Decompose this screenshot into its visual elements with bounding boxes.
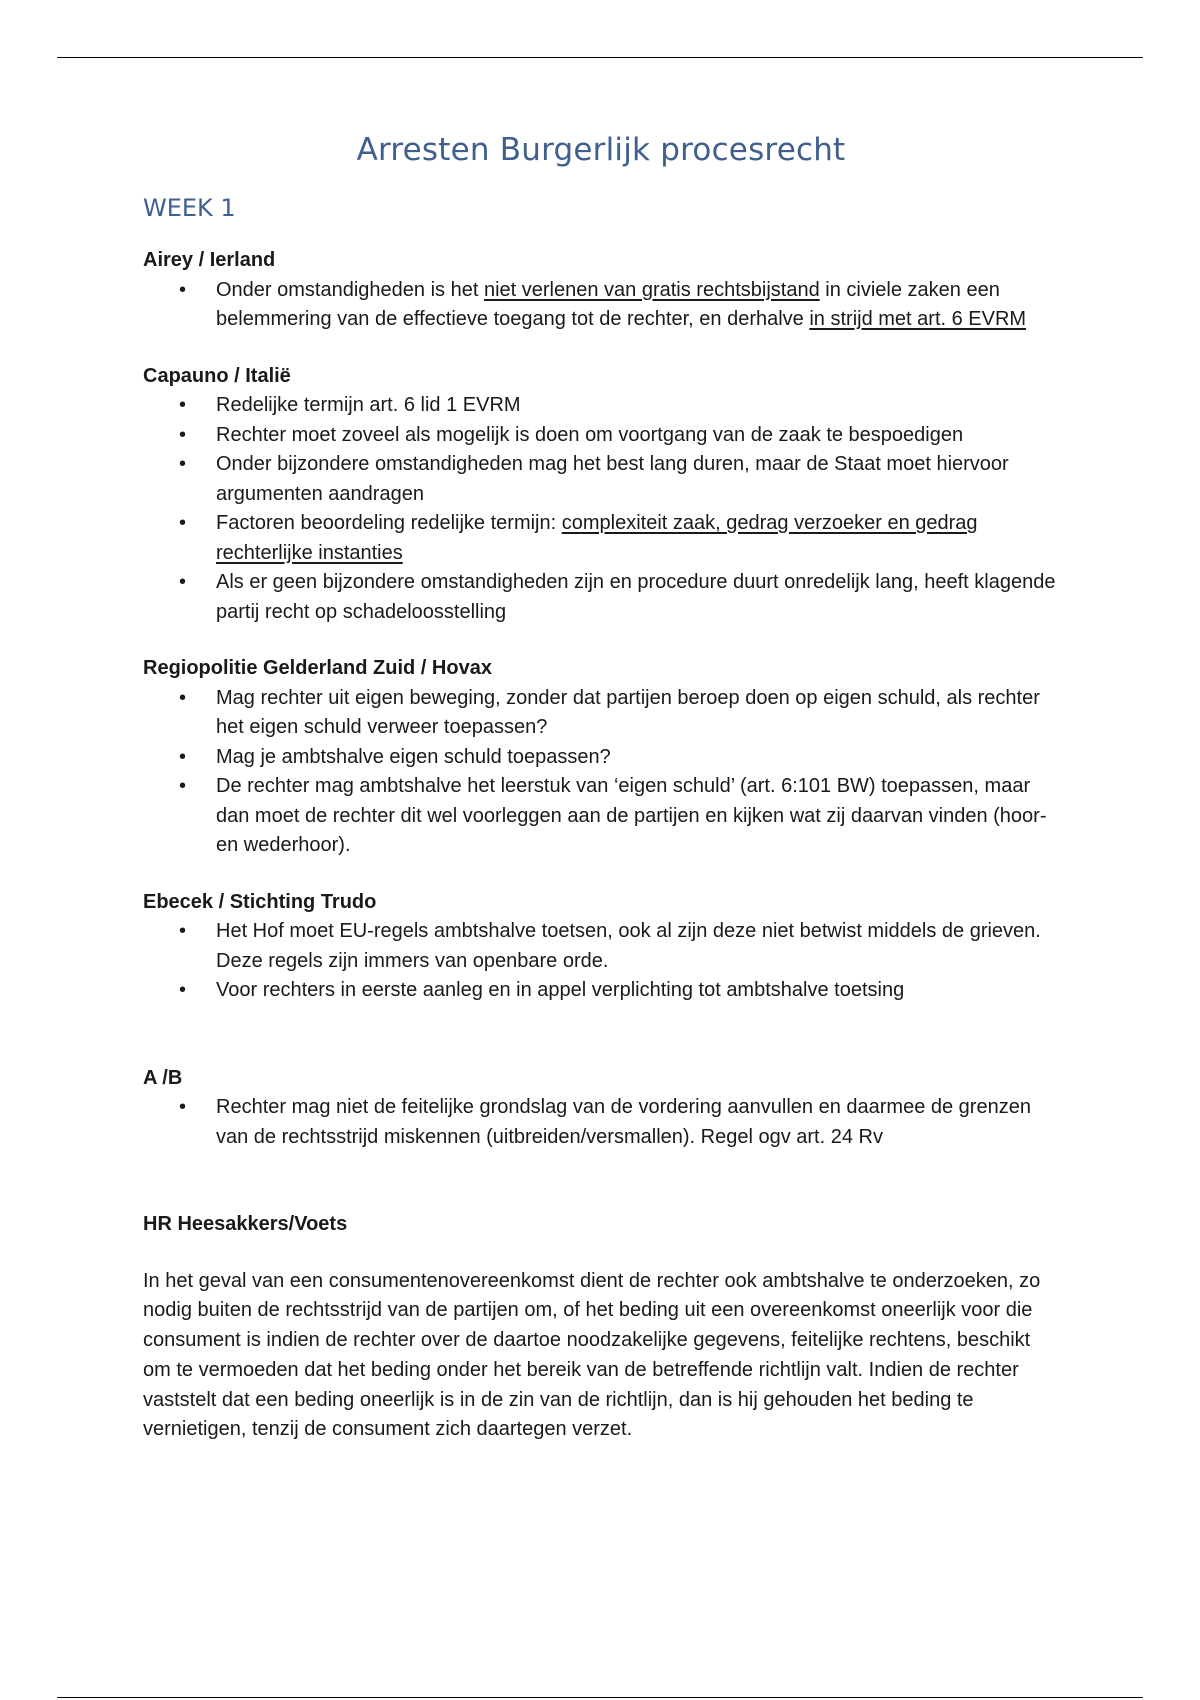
underlined-text: niet verlenen van gratis rechtsbijstand xyxy=(483,278,820,301)
bullet-icon: • xyxy=(179,686,187,709)
bullet-icon: • xyxy=(179,278,187,301)
text-segment: in civiele zaken een belemmering van de effectieve toegang tot de rechter, en derhalve xyxy=(216,278,1000,330)
list-item xyxy=(143,391,1059,421)
bullet-icon: • xyxy=(179,453,187,475)
list-item xyxy=(143,917,1059,976)
document-body xyxy=(143,132,1059,1472)
case-points xyxy=(143,276,1059,335)
case-airey xyxy=(143,246,1059,335)
case-ab xyxy=(143,1064,1059,1153)
week-heading: WEEK 1 xyxy=(143,194,236,222)
case-points xyxy=(143,1093,1059,1152)
list-item-text: Mag je ambtshalve eigen schuld toepassen? xyxy=(216,745,611,768)
underlined-text: in strijd met art. 6 EVRM xyxy=(809,308,1027,330)
bullet-icon: • xyxy=(179,512,187,534)
bullet-icon: • xyxy=(179,394,187,416)
list-item-text: Redelijke termijn art. 6 lid 1 EVRM xyxy=(216,394,521,416)
text-segment: Onder omstandigheden is het xyxy=(216,278,484,301)
case-title: Airey / Ierland xyxy=(143,249,276,271)
bullet-icon: • xyxy=(179,423,187,446)
list-item-text: Voor rechters in eerste aanleg en in appel verplichting tot ambtshalve toetsing xyxy=(216,979,905,1001)
list-item-text: De rechter mag ambtshalve het leerstuk van ‘eigen schuld’ (art. 6:101 BW) toepassen, maar dan moet de rechter dit wel voorleggen aan de partijen en kijken wat zij daarvan vinden (hoor- en wederhoor). xyxy=(216,775,1047,856)
case-title: Regiopolitie Gelderland Zuid / Hovax xyxy=(143,657,492,679)
case-points xyxy=(143,684,1059,861)
case-points xyxy=(143,391,1059,627)
case-paragraph: In het geval van een consumentenovereenkomst dient de rechter ook ambtshalve te onderzoeken, zo nodig buiten de rechtsstrijd van de partijen om, of het beding uit een overeenkomst oneerlijk voor die consument is indien de rechter over de daartoe noodzakelijke gegevens, feitelijke rechtens, beschikt om te vermoeden dat het beding onder het bereik van de betreffende richtlijn valt. Indien de rechter vaststelt dat een beding oneerlijk is in de zin van de richtlijn, dan is hij gehouden het beding te vernietigen, tenzij de consument zich daartegen verzet. xyxy=(143,1269,1041,1441)
bullet-icon: • xyxy=(179,775,187,797)
bullet-icon: • xyxy=(179,571,187,593)
header-rule xyxy=(57,57,1143,58)
list-item xyxy=(143,509,1059,568)
case-title: A /B xyxy=(143,1066,183,1089)
bullet-icon: • xyxy=(179,1096,187,1118)
list-item-text: Rechter moet zoveel als mogelijk is doen om voortgang van de zaak te bespoedigen xyxy=(216,423,964,446)
list-item xyxy=(143,421,1059,451)
case-title: Capauno / Italië xyxy=(143,364,291,387)
list-item-text: Als er geen bijzondere omstandigheden zijn en procedure duurt onredelijk lang, heeft klagende partij recht op schadeloosstelling xyxy=(216,571,1056,623)
case-capauno xyxy=(143,362,1059,628)
list-item-text: Rechter mag niet de feitelijke grondslag van de vordering aanvullen en daarmee de grenzen van de rechtsstrijd miskennen (uitbreiden/versmallen). Regel ogv art. 24 Rv xyxy=(216,1096,1031,1148)
bullet-icon: • xyxy=(179,745,187,768)
list-item-text: Het Hof moet EU-regels ambtshalve toetsen, ook al zijn deze niet betwist middels de grieven. Deze regels zijn immers van openbare orde. xyxy=(216,920,1041,972)
list-item xyxy=(143,568,1059,627)
list-item xyxy=(143,1093,1059,1152)
list-item-text: Mag rechter uit eigen beweging, zonder dat partijen beroep doen op eigen schuld, als rechter het eigen schuld verweer toepassen? xyxy=(216,686,1040,738)
underlined-text: complexiteit zaak, gedrag verzoeker en gedrag rechterlijke instanties xyxy=(216,512,978,564)
list-item xyxy=(143,684,1059,743)
bullet-icon: • xyxy=(179,979,187,1001)
case-points xyxy=(143,917,1059,1006)
list-item-text: Onder bijzondere omstandigheden mag het best lang duren, maar de Staat moet hiervoor argumenten aandragen xyxy=(216,453,1009,505)
list-item xyxy=(143,450,1059,509)
case-ebecek xyxy=(143,888,1059,1006)
list-item xyxy=(143,743,1059,773)
list-item xyxy=(143,276,1059,335)
document-title: Arresten Burgerlijk procesrecht xyxy=(356,132,846,168)
list-item xyxy=(143,976,1059,1006)
case-heesakkers xyxy=(143,1210,1059,1445)
case-hovax xyxy=(143,654,1059,861)
text-segment: Factoren beoordeling redelijke termijn: xyxy=(216,512,562,534)
list-item xyxy=(143,772,1059,861)
footer-rule xyxy=(57,1697,1143,1698)
bullet-icon: • xyxy=(179,920,187,942)
case-title: Ebecek / Stichting Trudo xyxy=(143,890,377,913)
case-title: HR Heesakkers/Voets xyxy=(143,1213,348,1235)
